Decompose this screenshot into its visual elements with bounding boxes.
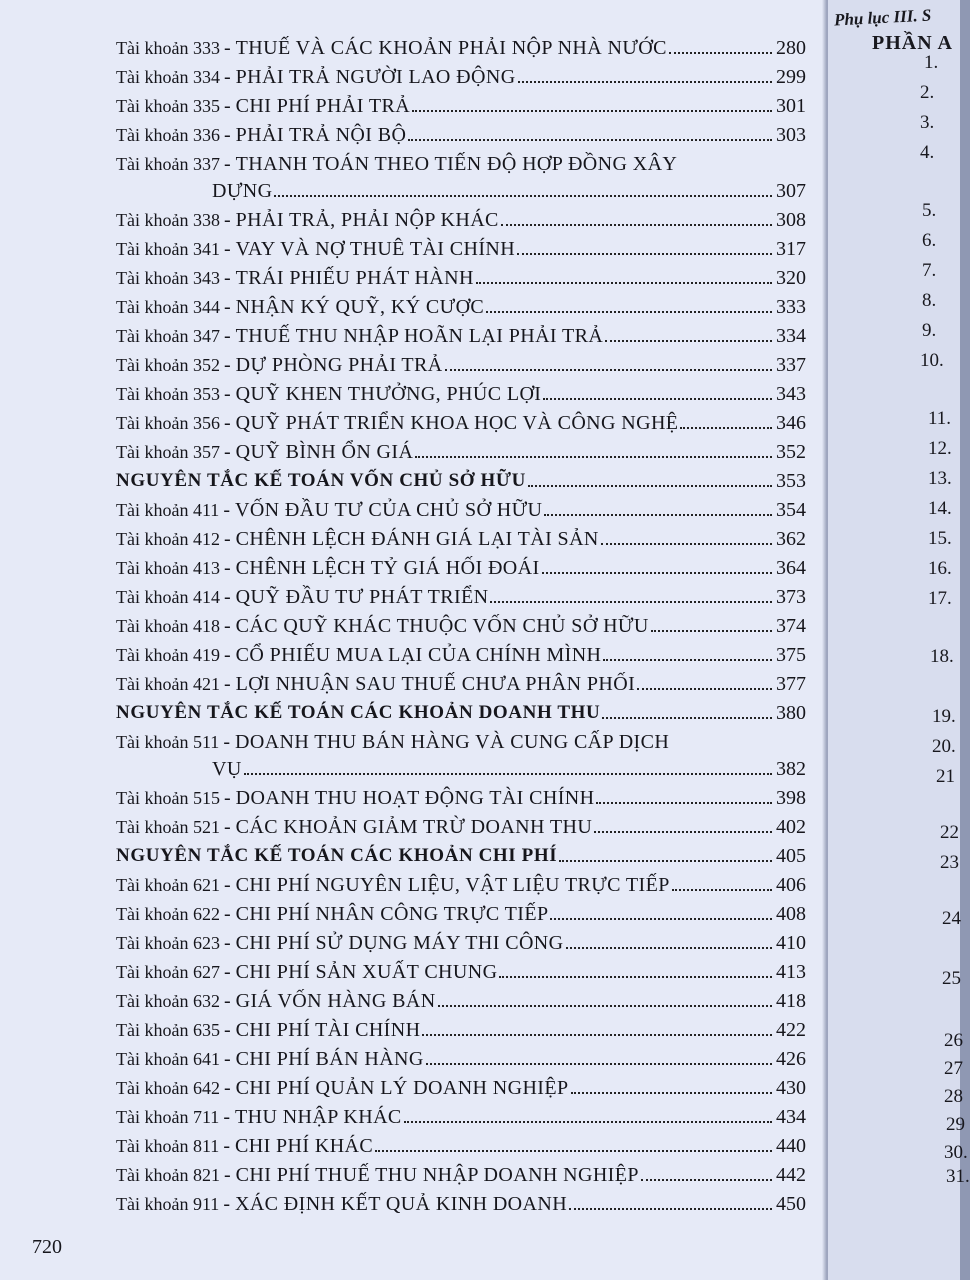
account-code: Tài khoản 821 (116, 1165, 220, 1185)
entry-title: CHI PHÍ BÁN HÀNG (235, 1048, 424, 1070)
entry-title: PHẢI TRẢ NỘI BỘ (235, 124, 407, 146)
separator-dash: - (223, 383, 231, 405)
separator-dash: - (223, 673, 231, 695)
toc-entry (116, 666, 806, 695)
entry-title: CÁC KHOẢN GIẢM TRỪ DOANH THU (235, 816, 593, 838)
dot-leader (375, 1150, 772, 1152)
entry-title: DỰNG (212, 180, 273, 202)
entry-title: CHI PHÍ QUẢN LÝ DOANH NGHIỆP (235, 1077, 569, 1099)
dot-leader (528, 485, 772, 487)
dot-leader (476, 282, 772, 284)
toc-entry (116, 637, 806, 666)
page-ref: 299 (776, 66, 806, 88)
dot-leader (566, 947, 773, 949)
page-ref: 440 (776, 1135, 806, 1157)
entry-title: PHẢI TRẢ NGƯỜI LAO ĐỘNG (235, 66, 516, 88)
separator-dash: - (223, 296, 231, 318)
entry-title: DOANH THU HOẠT ĐỘNG TÀI CHÍNH (235, 787, 595, 809)
page-ref: 413 (776, 961, 806, 983)
page-ref: 352 (776, 441, 806, 463)
toc-entry (116, 117, 806, 146)
page-ref: 426 (776, 1048, 806, 1070)
separator-dash: - (223, 124, 231, 146)
toc-entry (116, 260, 806, 289)
page-ref: 374 (776, 615, 806, 637)
account-code: Tài khoản 333 (116, 38, 220, 58)
separator-dash: - (223, 1077, 231, 1099)
toc-entry (116, 983, 806, 1012)
toc-entry (116, 954, 806, 983)
dot-leader (594, 831, 772, 833)
dot-leader (601, 543, 772, 545)
account-code: Tài khoản 515 (116, 788, 220, 808)
toc-entry (116, 347, 806, 376)
separator-dash: - (223, 787, 231, 809)
dot-leader (571, 1092, 772, 1094)
toc-entry (116, 1012, 806, 1041)
dot-leader (637, 688, 772, 690)
dot-leader (559, 860, 772, 862)
separator-dash: - (223, 961, 231, 983)
toc-entry (116, 1070, 806, 1099)
page-ref: 301 (776, 95, 806, 117)
list-number: 5. (922, 200, 937, 221)
list-number: 8. (922, 290, 937, 311)
entry-title: CÁC QUỸ KHÁC THUỘC VỐN CHỦ SỞ HỮU (235, 615, 649, 637)
entry-title: QUỸ KHEN THƯỞNG, PHÚC LỢI (235, 383, 542, 405)
account-code: Tài khoản 641 (116, 1049, 220, 1069)
entry-title: CHI PHÍ NHÂN CÔNG TRỰC TIẾP (235, 903, 549, 925)
entry-title: CHÊNH LỆCH ĐÁNH GIÁ LẠI TÀI SẢN (235, 528, 599, 550)
separator-dash: - (223, 354, 231, 376)
page-ref: 442 (776, 1164, 806, 1186)
separator-dash: - (223, 874, 231, 896)
separator-dash: - (223, 903, 231, 925)
appendix-heading: Phụ lục III. S (833, 5, 932, 30)
page-ref: 308 (776, 209, 806, 231)
toc-entry (116, 724, 806, 753)
list-number: 18. (930, 646, 954, 667)
account-code: Tài khoản 711 (116, 1107, 220, 1127)
list-number: 16. (928, 558, 952, 579)
account-code: Tài khoản 642 (116, 1078, 220, 1098)
account-code: Tài khoản 353 (116, 384, 220, 404)
entry-title: XÁC ĐỊNH KẾT QUẢ KINH DOANH (234, 1193, 568, 1215)
account-code: Tài khoản 622 (116, 904, 220, 924)
page-ref: 450 (776, 1193, 806, 1215)
separator-dash: - (223, 557, 231, 579)
account-code: Tài khoản 811 (116, 1136, 220, 1156)
entry-title: CHÊNH LỆCH TỶ GIÁ HỐI ĐOÁI (235, 557, 540, 579)
toc-entry (116, 1099, 806, 1128)
toc-section-heading (116, 695, 806, 724)
separator-dash: - (223, 1193, 230, 1215)
account-code: Tài khoản 344 (116, 297, 220, 317)
dot-leader (274, 195, 772, 197)
account-code: Tài khoản 341 (116, 239, 220, 259)
page-ref: 375 (776, 644, 806, 666)
toc-entry (116, 405, 806, 434)
separator-dash: - (223, 1135, 230, 1157)
toc-entry (116, 1128, 806, 1157)
page-ref: 362 (776, 528, 806, 550)
entry-title: CHI PHÍ KHÁC (234, 1135, 374, 1157)
account-code: Tài khoản 411 (116, 500, 220, 520)
account-code: Tài khoản 412 (116, 529, 220, 549)
dot-leader (669, 52, 772, 54)
page-ref: 418 (776, 990, 806, 1012)
dot-leader (415, 456, 772, 458)
toc-entry (116, 492, 806, 521)
toc-entry (116, 318, 806, 347)
dot-leader (445, 369, 772, 371)
list-number: 24 (942, 908, 961, 929)
page-ref: 334 (776, 325, 806, 347)
list-number: 15. (928, 528, 952, 549)
list-number: 11. (928, 408, 952, 429)
toc-entry (116, 608, 806, 637)
list-number: 26 (944, 1030, 963, 1051)
page-ref: 320 (776, 267, 806, 289)
dot-leader (569, 1208, 772, 1210)
page-ref: 280 (776, 37, 806, 59)
entry-title: NGUYÊN TẮC KẾ TOÁN CÁC KHOẢN CHI PHÍ (116, 845, 558, 866)
list-number: 7. (922, 260, 937, 281)
toc-entry (116, 579, 806, 608)
page-ref: 333 (776, 296, 806, 318)
account-code: Tài khoản 627 (116, 962, 220, 982)
toc-entry (116, 521, 806, 550)
separator-dash: - (223, 528, 231, 550)
list-number: 21 (936, 766, 955, 787)
list-number: 14. (928, 498, 952, 519)
entry-title: CHI PHÍ NGUYÊN LIỆU, VẬT LIỆU TRỰC TIẾP (235, 874, 670, 896)
entry-title: CHI PHÍ THUẾ THU NHẬP DOANH NGHIỆP (235, 1164, 639, 1186)
list-number: 17. (928, 588, 952, 609)
toc-entry-continuation (116, 753, 806, 780)
account-code: Tài khoản 632 (116, 991, 220, 1011)
dot-leader (408, 139, 772, 141)
separator-dash: - (223, 816, 231, 838)
dot-leader (244, 773, 772, 775)
list-number: 30. (944, 1142, 968, 1163)
toc-entry (116, 146, 806, 175)
right-page-edge (828, 0, 970, 1280)
dot-leader (543, 398, 772, 400)
dot-leader (412, 110, 772, 112)
toc-entry (116, 896, 806, 925)
separator-dash: - (223, 267, 231, 289)
dot-leader (544, 514, 772, 516)
separator-dash: - (223, 990, 231, 1012)
list-number: 22 (940, 822, 959, 843)
account-code: Tài khoản 413 (116, 558, 220, 578)
dot-leader (426, 1063, 772, 1065)
toc-entry (116, 780, 806, 809)
list-number: 9. (922, 320, 937, 341)
toc-entry (116, 809, 806, 838)
account-code: Tài khoản 418 (116, 616, 220, 636)
entry-title: VỐN ĐẦU TƯ CỦA CHỦ SỞ HỮU (234, 499, 543, 521)
page-ref: 380 (776, 702, 806, 724)
entry-title: GIÁ VỐN HÀNG BÁN (235, 990, 436, 1012)
page-ref: 434 (776, 1106, 806, 1128)
dot-leader (517, 253, 772, 255)
page-ref: 377 (776, 673, 806, 695)
page-ref: 408 (776, 903, 806, 925)
toc-entry-continuation (116, 175, 806, 202)
list-number: 29 (946, 1114, 965, 1135)
separator-dash: - (223, 412, 231, 434)
list-number: 27 (944, 1058, 963, 1079)
separator-dash: - (223, 615, 231, 637)
list-number: 4. (920, 142, 935, 163)
account-code: Tài khoản 623 (116, 933, 220, 953)
toc-entry (116, 88, 806, 117)
separator-dash: - (223, 153, 231, 175)
entry-title: LỢI NHUẬN SAU THUẾ CHƯA PHÂN PHỐI (235, 673, 636, 695)
entry-title: NHẬN KÝ QUỸ, KÝ CƯỢC (235, 296, 485, 318)
separator-dash: - (223, 95, 231, 117)
dot-leader (602, 717, 772, 719)
dot-leader (486, 311, 772, 313)
page-ref: 303 (776, 124, 806, 146)
toc-section-heading (116, 838, 806, 867)
list-number: 6. (922, 230, 937, 251)
page-ref: 410 (776, 932, 806, 954)
entry-title: QUỸ BÌNH ỔN GIÁ (235, 441, 414, 463)
page-ref: 405 (776, 845, 806, 867)
separator-dash: - (223, 1106, 230, 1128)
list-number: 23 (940, 852, 959, 873)
page-ref: 398 (776, 787, 806, 809)
toc-entry (116, 1157, 806, 1186)
account-code: Tài khoản 635 (116, 1020, 220, 1040)
separator-dash: - (223, 499, 230, 521)
entry-title: THANH TOÁN THEO TIẾN ĐỘ HỢP ĐỒNG XÂY (235, 153, 678, 175)
page-ref: 422 (776, 1019, 806, 1041)
account-code: Tài khoản 337 (116, 154, 220, 174)
page-ref: 307 (776, 180, 806, 202)
separator-dash: - (223, 1048, 231, 1070)
page-ref: 373 (776, 586, 806, 608)
page-ref: 382 (776, 758, 806, 780)
entry-title: VAY VÀ NỢ THUÊ TÀI CHÍNH (235, 238, 516, 260)
account-code: Tài khoản 511 (116, 732, 220, 752)
entry-title: CỔ PHIẾU MUA LẠI CỦA CHÍNH MÌNH (235, 644, 602, 666)
dot-leader (501, 224, 772, 226)
separator-dash: - (223, 1019, 231, 1041)
list-number: 10. (920, 350, 944, 371)
toc-entry (116, 202, 806, 231)
page-ref: 430 (776, 1077, 806, 1099)
dot-leader (542, 572, 772, 574)
entry-title: THU NHẬP KHÁC (234, 1106, 402, 1128)
page-ref: 354 (776, 499, 806, 521)
account-code: Tài khoản 356 (116, 413, 220, 433)
toc-entry (116, 1186, 806, 1215)
separator-dash: - (223, 1164, 231, 1186)
page-ref: 337 (776, 354, 806, 376)
account-code: Tài khoản 357 (116, 442, 220, 462)
account-code: Tài khoản 352 (116, 355, 220, 375)
entry-title: DỰ PHÒNG PHẢI TRẢ (235, 354, 443, 376)
page-number: 720 (32, 1236, 62, 1258)
account-code: Tài khoản 414 (116, 587, 220, 607)
separator-dash: - (223, 209, 231, 231)
page-ref: 364 (776, 557, 806, 579)
dot-leader (499, 976, 772, 978)
separator-dash: - (223, 731, 230, 753)
list-number: 13. (928, 468, 952, 489)
entry-title: DOANH THU BÁN HÀNG VÀ CUNG CẤP DỊCH (234, 731, 670, 753)
table-of-contents (116, 30, 806, 1215)
dot-leader (680, 427, 772, 429)
page-ref: 406 (776, 874, 806, 896)
entry-title: CHI PHÍ SẢN XUẤT CHUNG (235, 961, 498, 983)
list-number: 19. (932, 706, 956, 727)
toc-entry (116, 59, 806, 88)
entry-title: NGUYÊN TẮC KẾ TOÁN CÁC KHOẢN DOANH THU (116, 702, 601, 723)
entry-title: PHẢI TRẢ, PHẢI NỘP KHÁC (235, 209, 499, 231)
account-code: Tài khoản 343 (116, 268, 220, 288)
dot-leader (438, 1005, 772, 1007)
entry-title: CHI PHÍ SỬ DỤNG MÁY THI CÔNG (235, 932, 564, 954)
list-number: 2. (920, 82, 935, 103)
dot-leader (404, 1121, 772, 1123)
toc-entry (116, 30, 806, 59)
separator-dash: - (223, 238, 231, 260)
dot-leader (550, 918, 772, 920)
list-number: 25 (942, 968, 961, 989)
list-number: 3. (920, 112, 935, 133)
account-code: Tài khoản 335 (116, 96, 220, 116)
account-code: Tài khoản 347 (116, 326, 220, 346)
toc-entry (116, 550, 806, 579)
account-code: Tài khoản 336 (116, 125, 220, 145)
toc-section-heading (116, 463, 806, 492)
toc-entry (116, 867, 806, 896)
dot-leader (518, 81, 772, 83)
dot-leader (490, 601, 772, 603)
separator-dash: - (223, 325, 231, 347)
entry-title: VỤ (212, 758, 242, 780)
dot-leader (605, 340, 772, 342)
toc-entry (116, 434, 806, 463)
entry-title: NGUYÊN TẮC KẾ TOÁN VỐN CHỦ SỞ HỮU (116, 470, 526, 491)
list-number: 1. (924, 52, 939, 73)
entry-title: CHI PHÍ PHẢI TRẢ (235, 95, 411, 117)
entry-title: QUỸ PHÁT TRIỂN KHOA HỌC VÀ CÔNG NGHỆ (235, 412, 679, 434)
account-code: Tài khoản 334 (116, 67, 220, 87)
toc-entry (116, 231, 806, 260)
separator-dash: - (223, 644, 231, 666)
toc-entry (116, 1041, 806, 1070)
toc-entry (116, 289, 806, 318)
page-ref: 317 (776, 238, 806, 260)
dot-leader (422, 1034, 772, 1036)
entry-title: QUỸ ĐẦU TƯ PHÁT TRIỂN (235, 586, 489, 608)
page-ref: 353 (776, 470, 806, 492)
account-code: Tài khoản 421 (116, 674, 220, 694)
account-code: Tài khoản 419 (116, 645, 220, 665)
list-number: 12. (928, 438, 952, 459)
list-number: 28 (944, 1086, 963, 1107)
dot-leader (672, 889, 772, 891)
account-code: Tài khoản 521 (116, 817, 220, 837)
separator-dash: - (223, 586, 231, 608)
page-ref: 402 (776, 816, 806, 838)
page-ref: 343 (776, 383, 806, 405)
dot-leader (603, 659, 772, 661)
account-code: Tài khoản 338 (116, 210, 220, 230)
separator-dash: - (223, 932, 231, 954)
account-code: Tài khoản 911 (116, 1194, 220, 1214)
dot-leader (641, 1179, 772, 1181)
list-number: 20. (932, 736, 956, 757)
separator-dash: - (223, 441, 231, 463)
entry-title: THUẾ VÀ CÁC KHOẢN PHẢI NỘP NHÀ NƯỚC (235, 37, 667, 59)
separator-dash: - (223, 66, 231, 88)
list-number: 31. (946, 1166, 970, 1187)
dot-leader (651, 630, 772, 632)
toc-entry (116, 925, 806, 954)
dot-leader (596, 802, 772, 804)
entry-title: CHI PHÍ TÀI CHÍNH (235, 1019, 421, 1041)
entry-title: THUẾ THU NHẬP HOÃN LẠI PHẢI TRẢ (235, 325, 604, 347)
separator-dash: - (223, 37, 231, 59)
page-ref: 346 (776, 412, 806, 434)
toc-entry (116, 376, 806, 405)
account-code: Tài khoản 621 (116, 875, 220, 895)
entry-title: TRÁI PHIẾU PHÁT HÀNH (235, 267, 474, 289)
part-heading: PHẦN A (872, 32, 953, 54)
